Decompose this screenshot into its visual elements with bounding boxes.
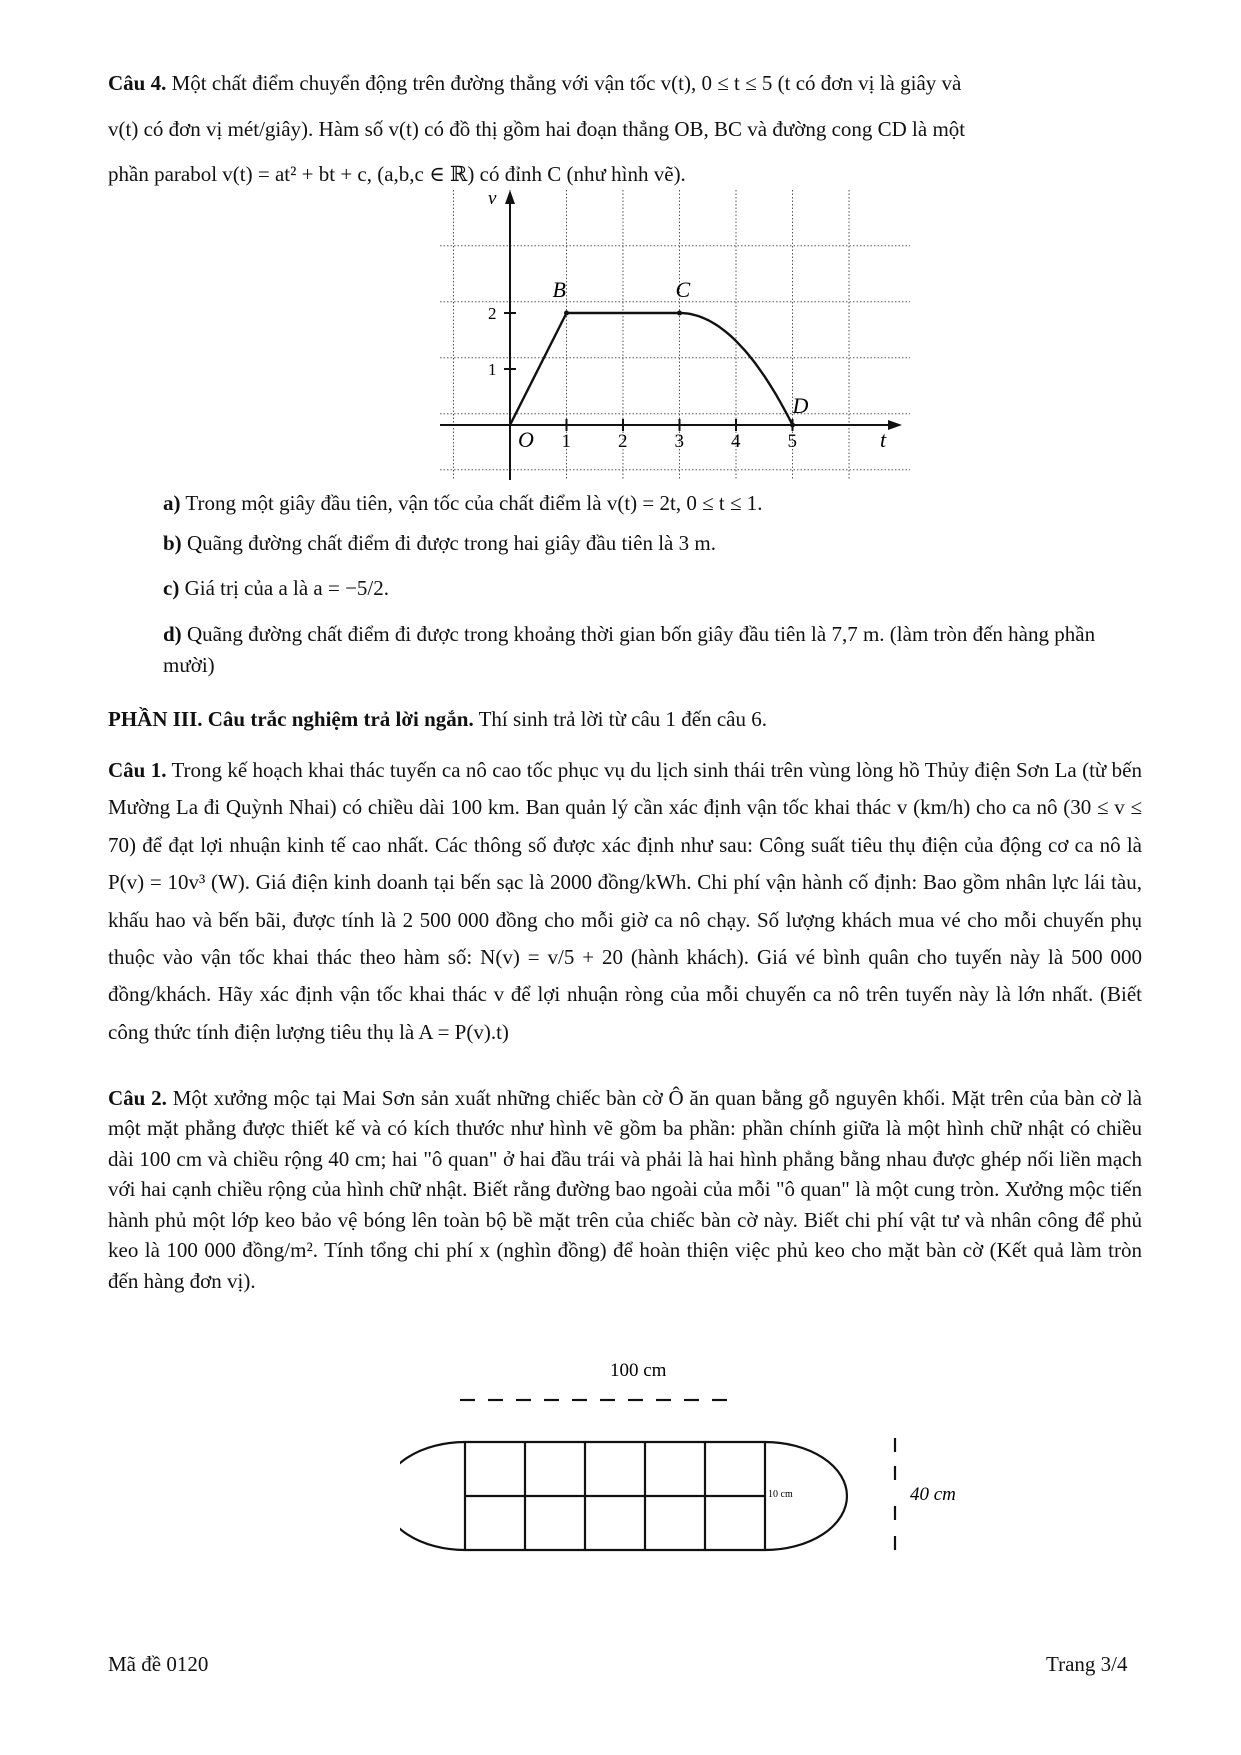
x-tick-label: 5	[787, 431, 797, 452]
t-axis-label: t	[880, 427, 887, 452]
question-4-line-2: v(t) có đơn vị mét/giây). Hàm số v(t) có đồ thị gồm hai đoạn thẳng OB, BC và đường cong CD là một	[108, 116, 966, 141]
question-2-label: Câu 2.	[108, 1086, 167, 1110]
part-3-header	[108, 704, 1142, 736]
y-tick-label: 1	[488, 360, 497, 379]
question-4-options	[108, 488, 1142, 682]
x-tick-label: 1	[561, 431, 571, 452]
point-label-c: C	[675, 277, 691, 302]
length-label: 100 cm	[610, 1360, 667, 1381]
point-label-d: D	[792, 393, 809, 418]
option-d-text: Quãng đường chất điểm đi được trong khoảng thời gian bốn giây đầu tiên là 7,7 m. (làm tròn đến hàng phần mười)	[163, 621, 1096, 677]
option-c-label: c)	[163, 576, 180, 600]
segment-ob	[510, 313, 567, 425]
x-tick-label: 2	[618, 431, 628, 452]
question-1	[108, 752, 1142, 1051]
velocity-graph	[440, 190, 910, 490]
option-a	[108, 488, 1142, 520]
part-3-label: PHẦN III. Câu trắc nghiệm trả lời ngắn.	[108, 707, 474, 731]
option-a-text: Trong một giây đầu tiên, vận tốc của chất điểm là v(t) = 2t, 0 ≤ t ≤ 1.	[185, 491, 763, 515]
velocity-curve	[510, 311, 795, 428]
v-axis-label: v	[488, 190, 497, 209]
option-d	[108, 619, 1142, 682]
option-c-text: Giá trị của a là a = −5/2.	[184, 576, 390, 600]
question-4-label: Câu 4.	[108, 71, 167, 95]
question-4-stem	[108, 68, 1142, 191]
option-b-text: Quãng đường chất điểm đi được trong hai giây đầu tiên là 3 m.	[186, 530, 716, 555]
point-b	[564, 311, 569, 316]
t-axis-arrow	[888, 420, 902, 430]
o-an-quan-board-figure	[400, 1360, 1000, 1600]
point-label-o: O	[518, 427, 534, 452]
option-b	[108, 528, 1142, 560]
question-4-line-3: phần parabol v(t) = at² + bt + c, (a,b,c ∈ ℝ) có đỉnh C (như hình vẽ).	[108, 162, 686, 186]
question-1-label: Câu 1.	[108, 758, 167, 782]
x-tick-label: 3	[674, 431, 684, 452]
question-2-text: Một xưởng mộc tại Mai Sơn sản xuất những chiếc bàn cờ Ô ăn quan bằng gỗ nguyên khối. Mặt trên của bàn cờ là một mặt phẳng được thiết kế và có kích thước như hình vẽ gồm ba phần: phần chính giữa là một hình chữ nhật có chiều dài 100 cm và chiều rộng 40 cm; hai "ô quan" ở hai đầu trái và phải là hai hình phẳng bằng nhau được ghép nối liền mạch với hai cạnh chiều rộng của hình chữ nhật. Biết rằng đường bao ngoài của mỗi "ô quan" là một cung tròn. Xưởng mộc tiến hành phủ một lớp keo bảo vệ bóng lên toàn bộ bề mặt trên của chiếc bàn cờ này. Biết chi phí vật tư và nhân công để phủ keo là 100 000 đồng/m². Tính tổng chi phí x (nghìn đồng) để hoàn thiện việc phủ keo cho mặt bàn cờ (Kết quả làm tròn đến hàng đơn vị).	[108, 1086, 1142, 1293]
graph-labels	[488, 190, 887, 452]
x-tick-label: 4	[731, 431, 741, 452]
width-label: 40 cm	[910, 1484, 956, 1505]
question-2	[108, 1083, 1142, 1296]
question-4-line-1: Một chất điểm chuyển động trên đường thẳng với vận tốc v(t), 0 ≤ t ≤ 5 (t có đơn vị là giây và	[171, 71, 962, 95]
v-axis-arrow	[505, 190, 515, 204]
option-b-label: b)	[163, 530, 182, 555]
point-c	[677, 311, 682, 316]
point-label-b: B	[552, 277, 566, 302]
option-c	[108, 573, 1142, 605]
question-1-text: Trong kế hoạch khai thác tuyến ca nô cao tốc phục vụ du lịch sinh thái trên vùng lòng hồ Thủy điện Sơn La (từ bến Mường La đi Quỳnh Nhai) có chiều dài 100 km. Ban quản lý cần xác định vận tốc khai thác v (km/h) cho ca nô (30 ≤ v ≤ 70) để đạt lợi nhuận kinh tế cao nhất. Các thông số được xác định như sau: Công suất tiêu thụ điện của động cơ ca nô là P(v) = 10v³ (W). Giá điện kinh doanh tại bến sạc là 2000 đồng/kWh. Chi phí vận hành cố định: Bao gồm nhân lực lái tàu, khấu hao và bến bãi, được tính là 2 500 000 đồng cho mỗi giờ ca nô chạy. Số lượng khách mua vé cho mỗi chuyến phụ thuộc vào vận tốc khai thác theo hàm số: N(v) = v/5 + 20 (hành khách). Giá vé bình quân cho tuyến này là 500 000 đồng/khách. Hãy xác định vận tốc khai thác v để lợi nhuận ròng của mỗi chuyến ca nô trên tuyến này là lớn nhất. (Biết công thức tính điện lượng tiêu thụ là A = P(v).t)	[108, 758, 1142, 1044]
part-3-text: Thí sinh trả lời từ câu 1 đến câu 6.	[478, 707, 768, 731]
exam-code: Mã đề 0120	[108, 1652, 209, 1676]
y-tick-label: 2	[488, 304, 497, 323]
option-d-label: d)	[163, 621, 182, 646]
arc-label: 10 cm	[768, 1489, 793, 1500]
point-d	[790, 423, 795, 428]
graph-axes	[440, 190, 902, 480]
option-a-label: a)	[163, 491, 181, 515]
page-number: Trang 3/4	[1046, 1652, 1128, 1676]
